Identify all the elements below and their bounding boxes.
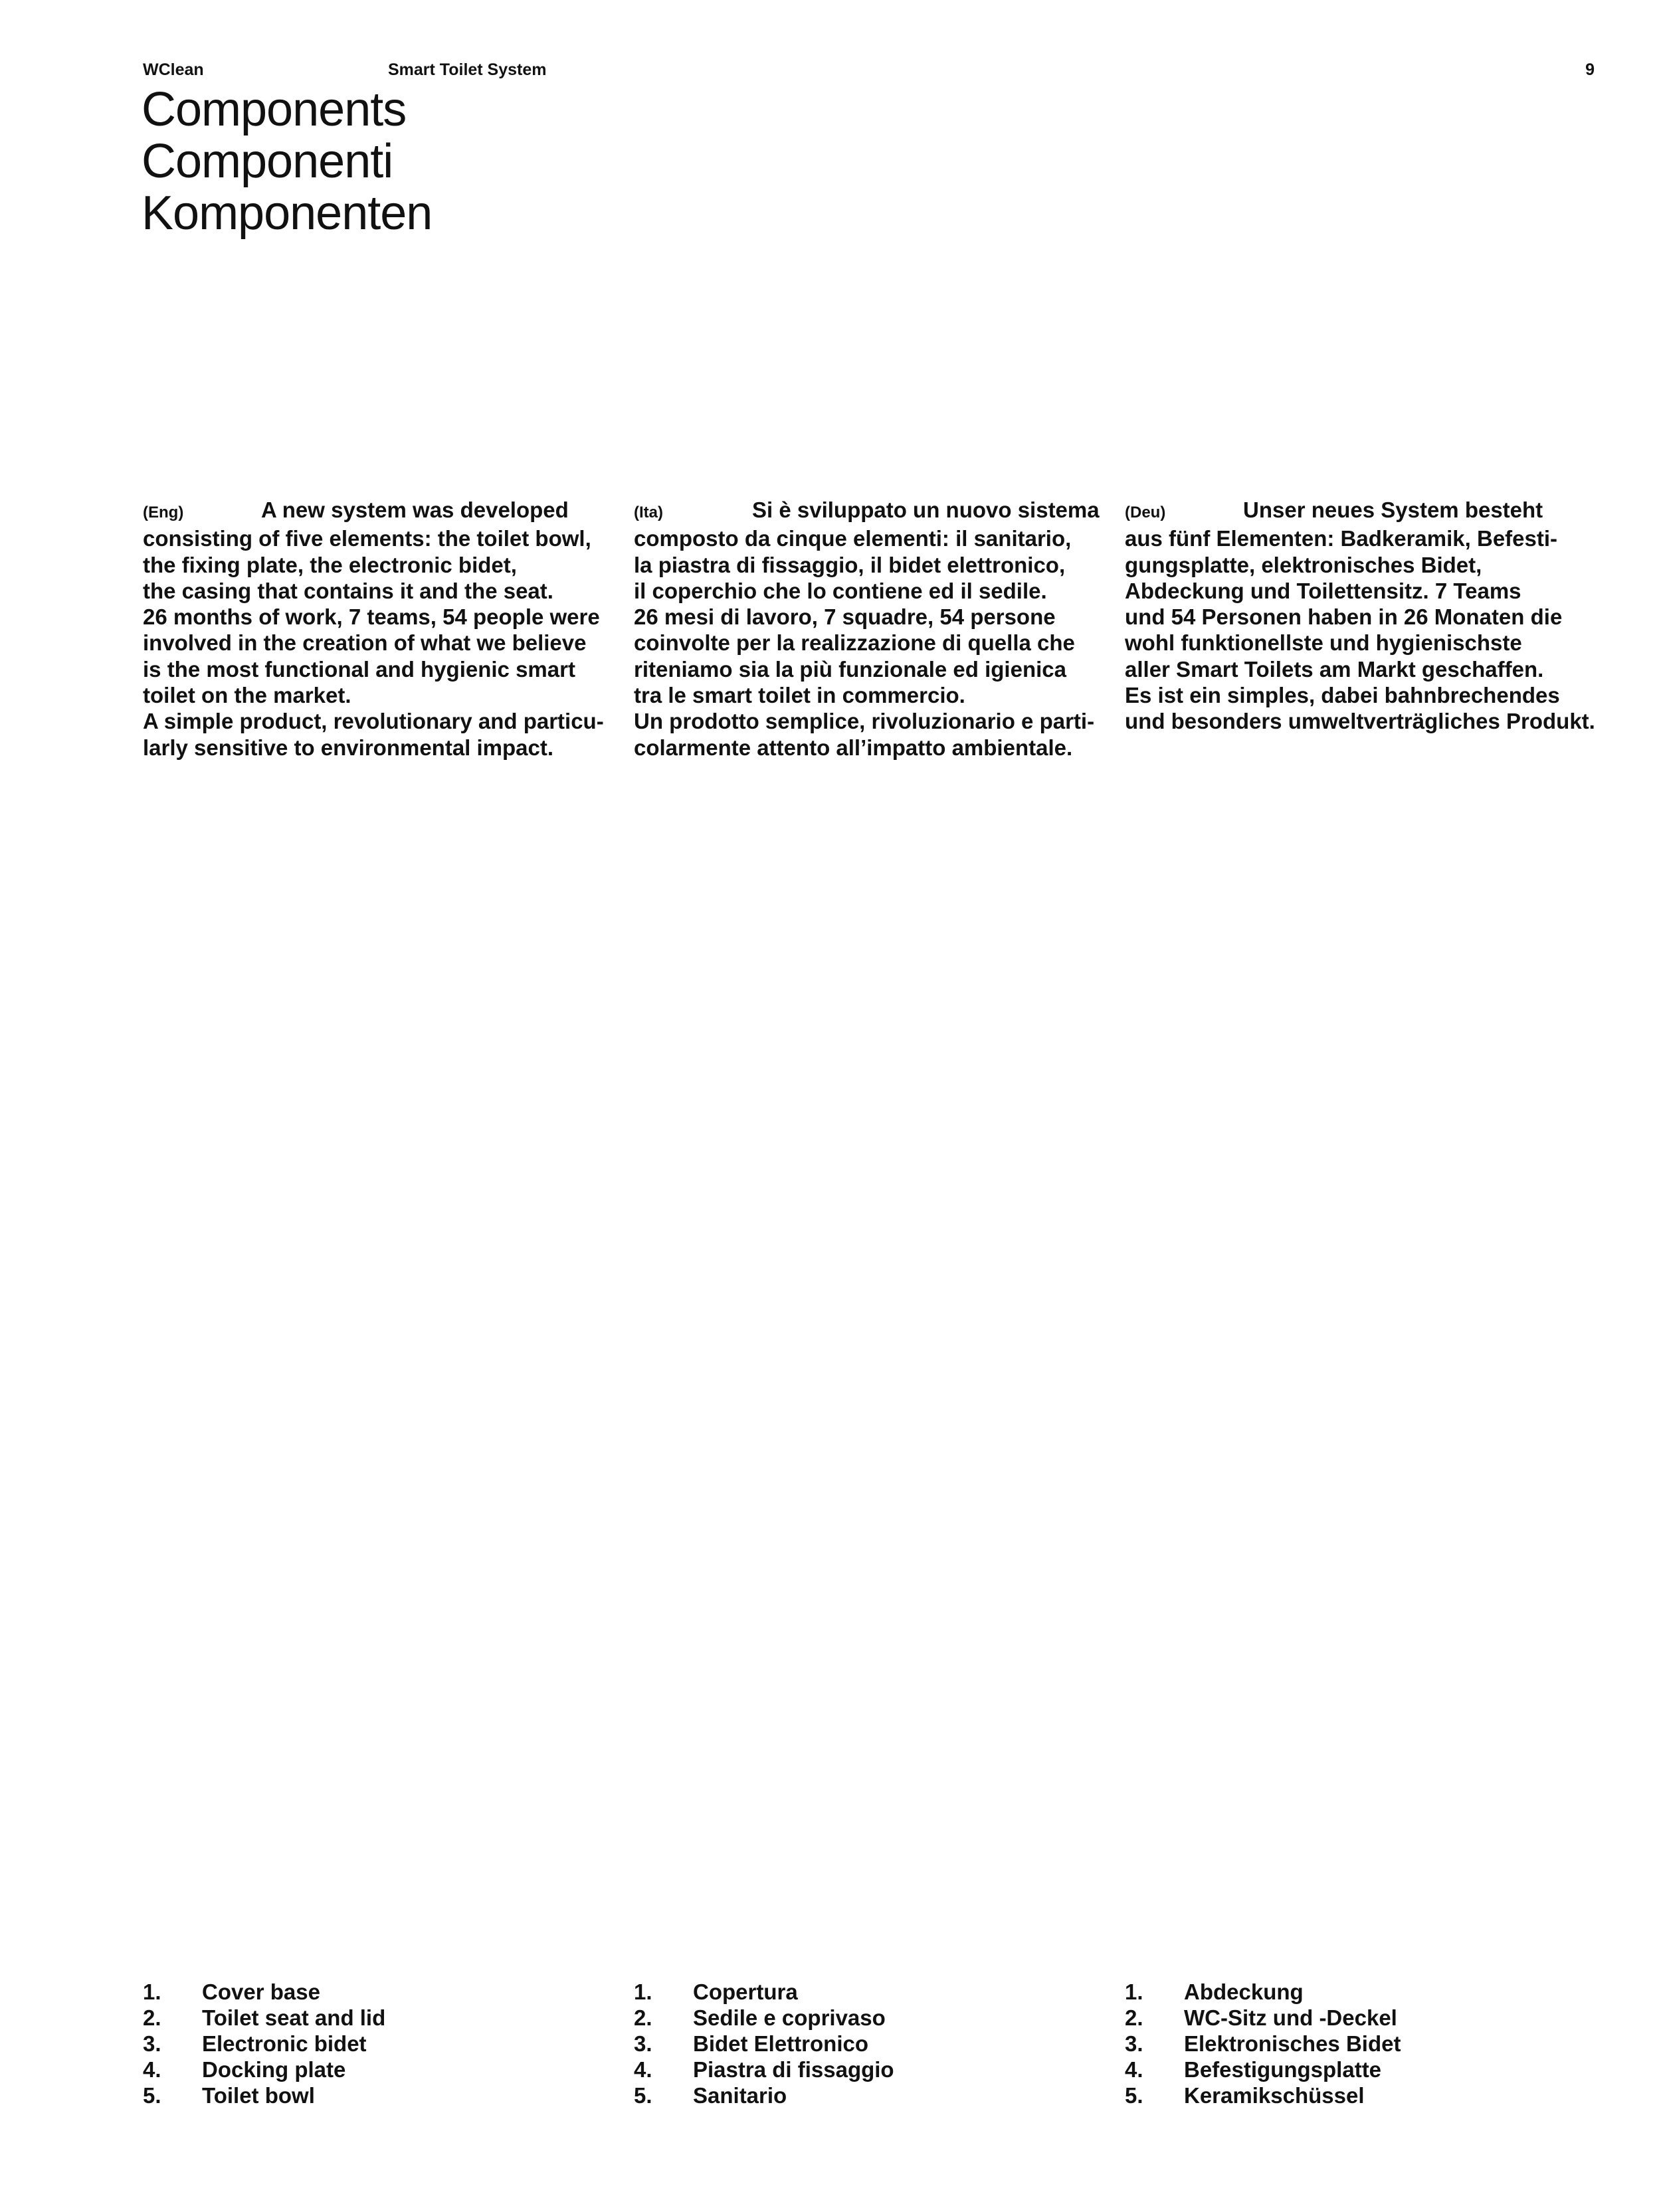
list-item bbox=[634, 2005, 1112, 2031]
list-item bbox=[143, 2082, 621, 2108]
paragraph-line: riteniamo sia la più funzionale ed igienica bbox=[634, 656, 1066, 682]
list-item bbox=[634, 2057, 1112, 2082]
paragraph-line: 26 months of work, 7 teams, 54 people were bbox=[143, 604, 600, 630]
list-item bbox=[143, 1979, 621, 2005]
list-label: Toilet seat and lid bbox=[202, 2005, 386, 2030]
paragraph-line: aus fünf Elementen: Badkeramik, Befesti- bbox=[1125, 526, 1558, 551]
paragraph-line: colarmente attento all’impatto ambientale. bbox=[634, 735, 1073, 760]
list-label: Piastra di fissaggio bbox=[693, 2057, 894, 2082]
list-item bbox=[1125, 2082, 1603, 2108]
list-number: 3. bbox=[634, 2031, 652, 2056]
paragraph-line: larly sensitive to environmental impact. bbox=[143, 735, 554, 760]
page-number: 9 bbox=[1585, 60, 1595, 79]
paragraph-line: aller Smart Toilets am Markt geschaffen. bbox=[1125, 656, 1544, 682]
title-german: Komponenten bbox=[142, 187, 433, 240]
list-item bbox=[143, 2031, 621, 2057]
components-list-italian bbox=[634, 1979, 1112, 2108]
list-label: Bidet Elettronico bbox=[693, 2031, 869, 2056]
list-number: 2. bbox=[634, 2005, 652, 2030]
list-number: 5. bbox=[634, 2083, 652, 2108]
list-item bbox=[1125, 2031, 1603, 2057]
page-title bbox=[142, 84, 432, 239]
intro-first-line bbox=[1125, 497, 1603, 525]
paragraph-line: und 54 Personen haben in 26 Monaten die bbox=[1125, 604, 1563, 630]
list-label: Electronic bidet bbox=[202, 2031, 367, 2056]
list-label: Elektronisches Bidet bbox=[1184, 2031, 1401, 2056]
language-tag: (Eng) bbox=[143, 504, 184, 521]
components-list-english bbox=[143, 1979, 621, 2108]
paragraph-line: Abdeckung und Toilettensitz. 7 Teams bbox=[1125, 578, 1521, 603]
list-label: Cover base bbox=[202, 1980, 320, 2004]
components-list-german bbox=[1125, 1979, 1603, 2108]
list-label: Befestigungsplatte bbox=[1184, 2057, 1382, 2082]
list-label: Sedile e coprivaso bbox=[693, 2005, 886, 2030]
paragraph-line: consisting of five elements: the toilet bowl, bbox=[143, 526, 591, 551]
paragraph-line: involved in the creation of what we believe bbox=[143, 630, 587, 656]
paragraph-line: composto da cinque elementi: il sanitario, bbox=[634, 526, 1072, 551]
paragraph-line: Unser neues System besteht bbox=[1243, 498, 1543, 522]
paragraph-line: the fixing plate, the electronic bidet, bbox=[143, 552, 517, 577]
title-italian: Componenti bbox=[142, 135, 393, 188]
intro-italian bbox=[634, 497, 1112, 761]
list-number: 3. bbox=[1125, 2031, 1143, 2056]
list-item bbox=[1125, 1979, 1603, 2005]
list-label: Keramikschüssel bbox=[1184, 2083, 1365, 2108]
list-item bbox=[634, 1979, 1112, 2005]
list-number: 1. bbox=[143, 1980, 161, 2004]
list-item bbox=[634, 2031, 1112, 2057]
paragraph-line: la piastra di fissaggio, il bidet elettronico, bbox=[634, 552, 1066, 577]
paragraph-line: wohl funktionellste und hygienischste bbox=[1125, 630, 1522, 656]
list-number: 1. bbox=[1125, 1980, 1143, 2004]
language-tag: (Ita) bbox=[634, 504, 663, 521]
paragraph-line: toilet on the market. bbox=[143, 683, 351, 708]
list-number: 5. bbox=[143, 2083, 161, 2108]
list-item bbox=[143, 2057, 621, 2082]
list-label: Abdeckung bbox=[1184, 1980, 1304, 2004]
list-label: Copertura bbox=[693, 1980, 798, 2004]
intro-german bbox=[1125, 497, 1603, 735]
language-tag: (Deu) bbox=[1125, 504, 1166, 521]
paragraph-line: the casing that contains it and the seat. bbox=[143, 578, 553, 603]
list-number: 1. bbox=[634, 1980, 652, 2004]
list-label: Docking plate bbox=[202, 2057, 346, 2082]
list-number: 5. bbox=[1125, 2083, 1143, 2108]
paragraph-line: coinvolte per la realizzazione di quella che bbox=[634, 630, 1075, 656]
list-number: 4. bbox=[143, 2057, 161, 2082]
paragraph-line: il coperchio che lo contiene ed il sedile. bbox=[634, 578, 1047, 603]
paragraph-line: A new system was developed bbox=[261, 498, 569, 522]
brand-name: WClean bbox=[143, 60, 204, 79]
paragraph-line: is the most functional and hygienic smart bbox=[143, 656, 575, 682]
list-number: 2. bbox=[1125, 2005, 1143, 2030]
list-label: Toilet bowl bbox=[202, 2083, 315, 2108]
paragraph-line: Un prodotto semplice, rivoluzionario e parti- bbox=[634, 709, 1095, 734]
list-label: Sanitario bbox=[693, 2083, 787, 2108]
paragraph-line: und besonders umweltverträgliches Produkt. bbox=[1125, 709, 1595, 734]
list-number: 4. bbox=[634, 2057, 652, 2082]
list-item bbox=[1125, 2005, 1603, 2031]
document-subtitle: Smart Toilet System bbox=[388, 60, 547, 79]
list-number: 3. bbox=[143, 2031, 161, 2056]
paragraph-line: 26 mesi di lavoro, 7 squadre, 54 persone bbox=[634, 604, 1056, 630]
list-label: WC-Sitz und -Deckel bbox=[1184, 2005, 1397, 2030]
intro-first-line bbox=[634, 497, 1112, 525]
paragraph-line: A simple product, revolutionary and particu- bbox=[143, 709, 604, 734]
intro-english bbox=[143, 497, 621, 761]
paragraph-line: tra le smart toilet in commercio. bbox=[634, 683, 965, 708]
paragraph-line: Si è sviluppato un nuovo sistema bbox=[752, 498, 1100, 522]
paragraph-line: Es ist ein simples, dabei bahnbrechendes bbox=[1125, 683, 1560, 708]
intro-first-line bbox=[143, 497, 621, 525]
paragraph-line: gungsplatte, elektronisches Bidet, bbox=[1125, 552, 1482, 577]
list-number: 2. bbox=[143, 2005, 161, 2030]
list-item bbox=[1125, 2057, 1603, 2082]
list-item bbox=[634, 2082, 1112, 2108]
title-english: Components bbox=[142, 83, 407, 136]
list-number: 4. bbox=[1125, 2057, 1143, 2082]
list-item bbox=[143, 2005, 621, 2031]
